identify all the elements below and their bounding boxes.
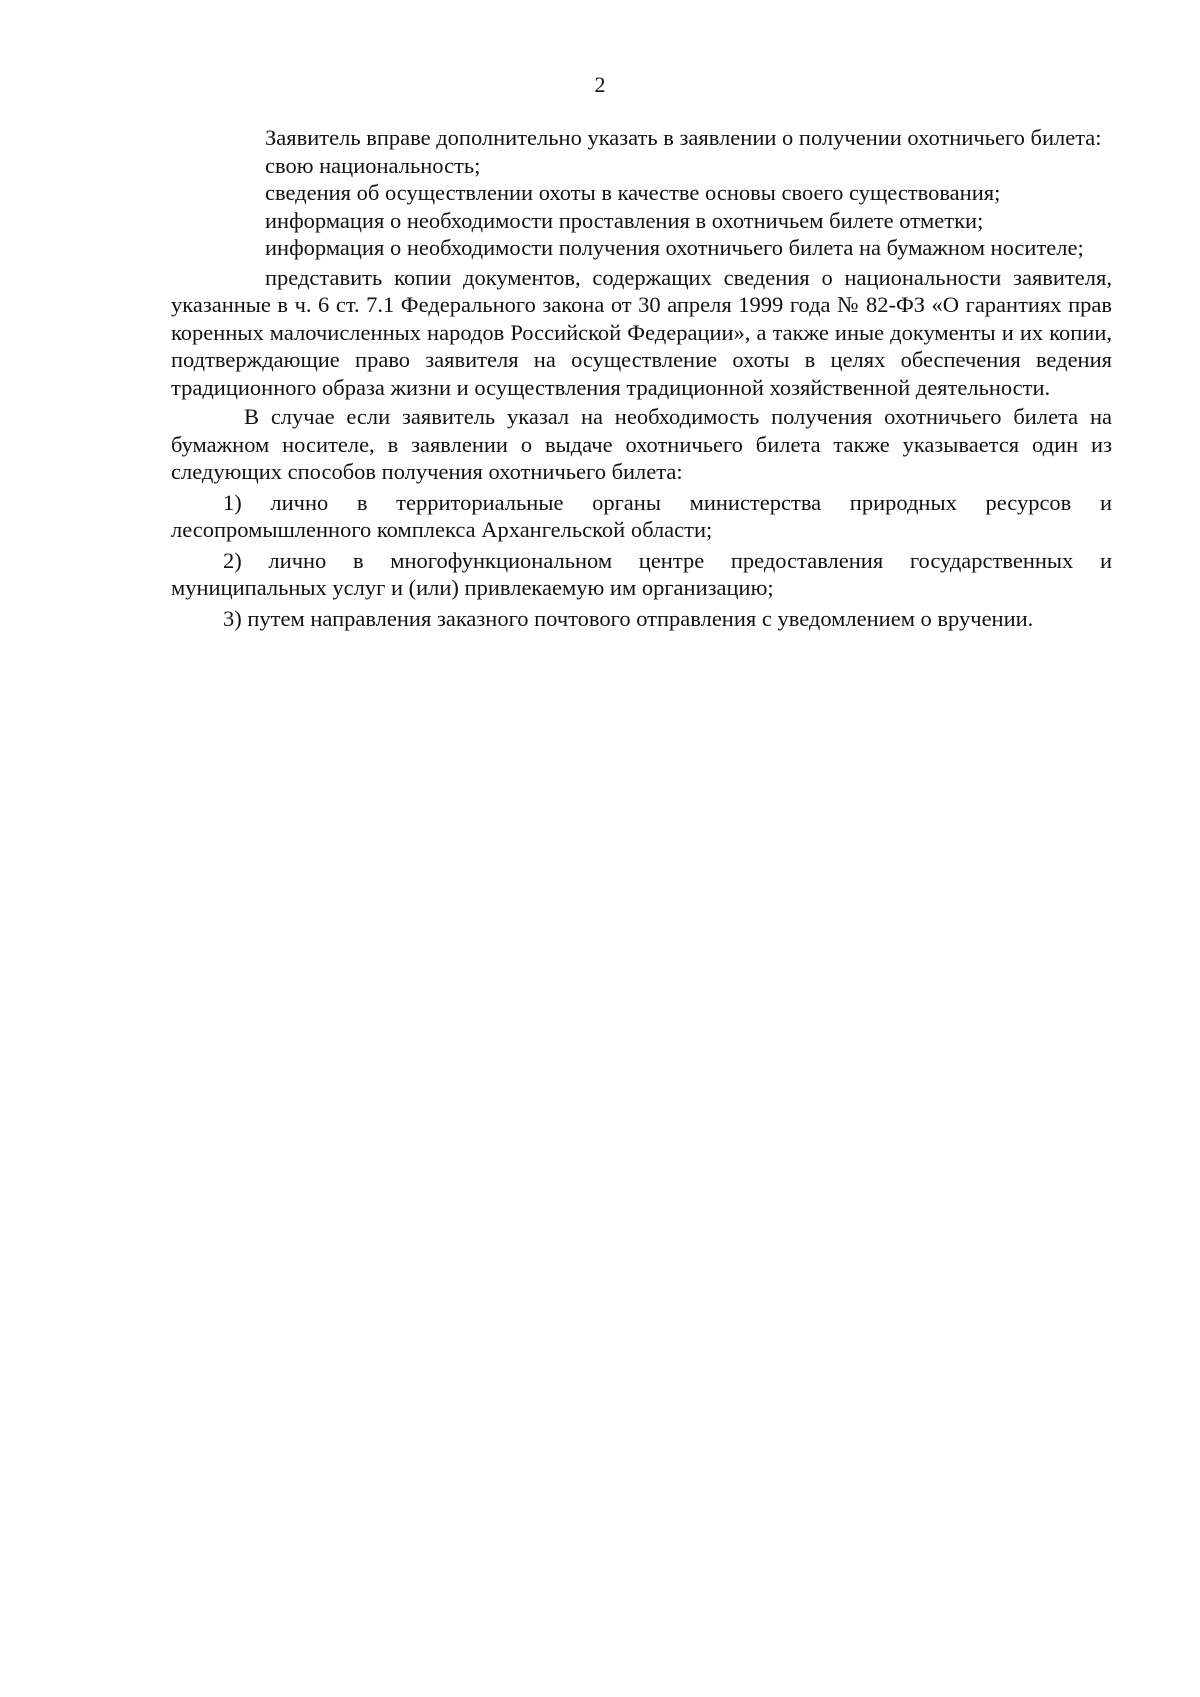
paragraph-documents: представить копии документов, содержащих сведения о национальности заявителя, указанные в ч. 6 ст. 7.1 Федерального закона от 30 апреля 1999 года № 82-ФЗ «О гарантиях прав коренных малочисленных народов Российской Федерации», а также иные документы и их копии, подтверждающие право заявителя на осуществление охоты в целях обеспечения ведения традиционного образа жизни и осуществления традиционной хозяйственной деятельности. [171,264,1112,400]
list-item-1: 1) лично в территориальные органы министерства природных ресурсов и лесопромышленного комплекса Архангельской области; [171,489,1112,542]
paragraph-nationality: свою национальность; [265,152,481,178]
list-item-2: 2) лично в многофункциональном центре предоставления государственных и муниципальных услуг и (или) привлекаемую им организацию; [171,547,1112,600]
paragraph-hunting-basis: сведения об осуществлении охоты в качестве основы своего существования; [265,180,1001,205]
list-item-3: 3) путем направления заказного почтового отправления с уведомлением о вручении. [223,605,1034,631]
page-number: 2 [594,72,606,97]
document-body [171,124,1112,632]
paragraph-mark-info: информация о необходимости проставления в охотничьем билете отметки; [265,207,984,233]
paragraph-receipt-methods: В случае если заявитель указал на необходимость получения охотничьего билета на бумажном носителе, в заявлении о выдаче охотничьего билета также указывается один из следующих способов получения охотничьего билета: [171,404,1112,484]
paragraph-paper-carrier: информация о необходимости получения охотничьего билета на бумажном носителе; [265,235,1084,260]
paragraph-intro: Заявитель вправе дополнительно указать в заявлении о получении охотничьего билета: [265,125,1102,150]
